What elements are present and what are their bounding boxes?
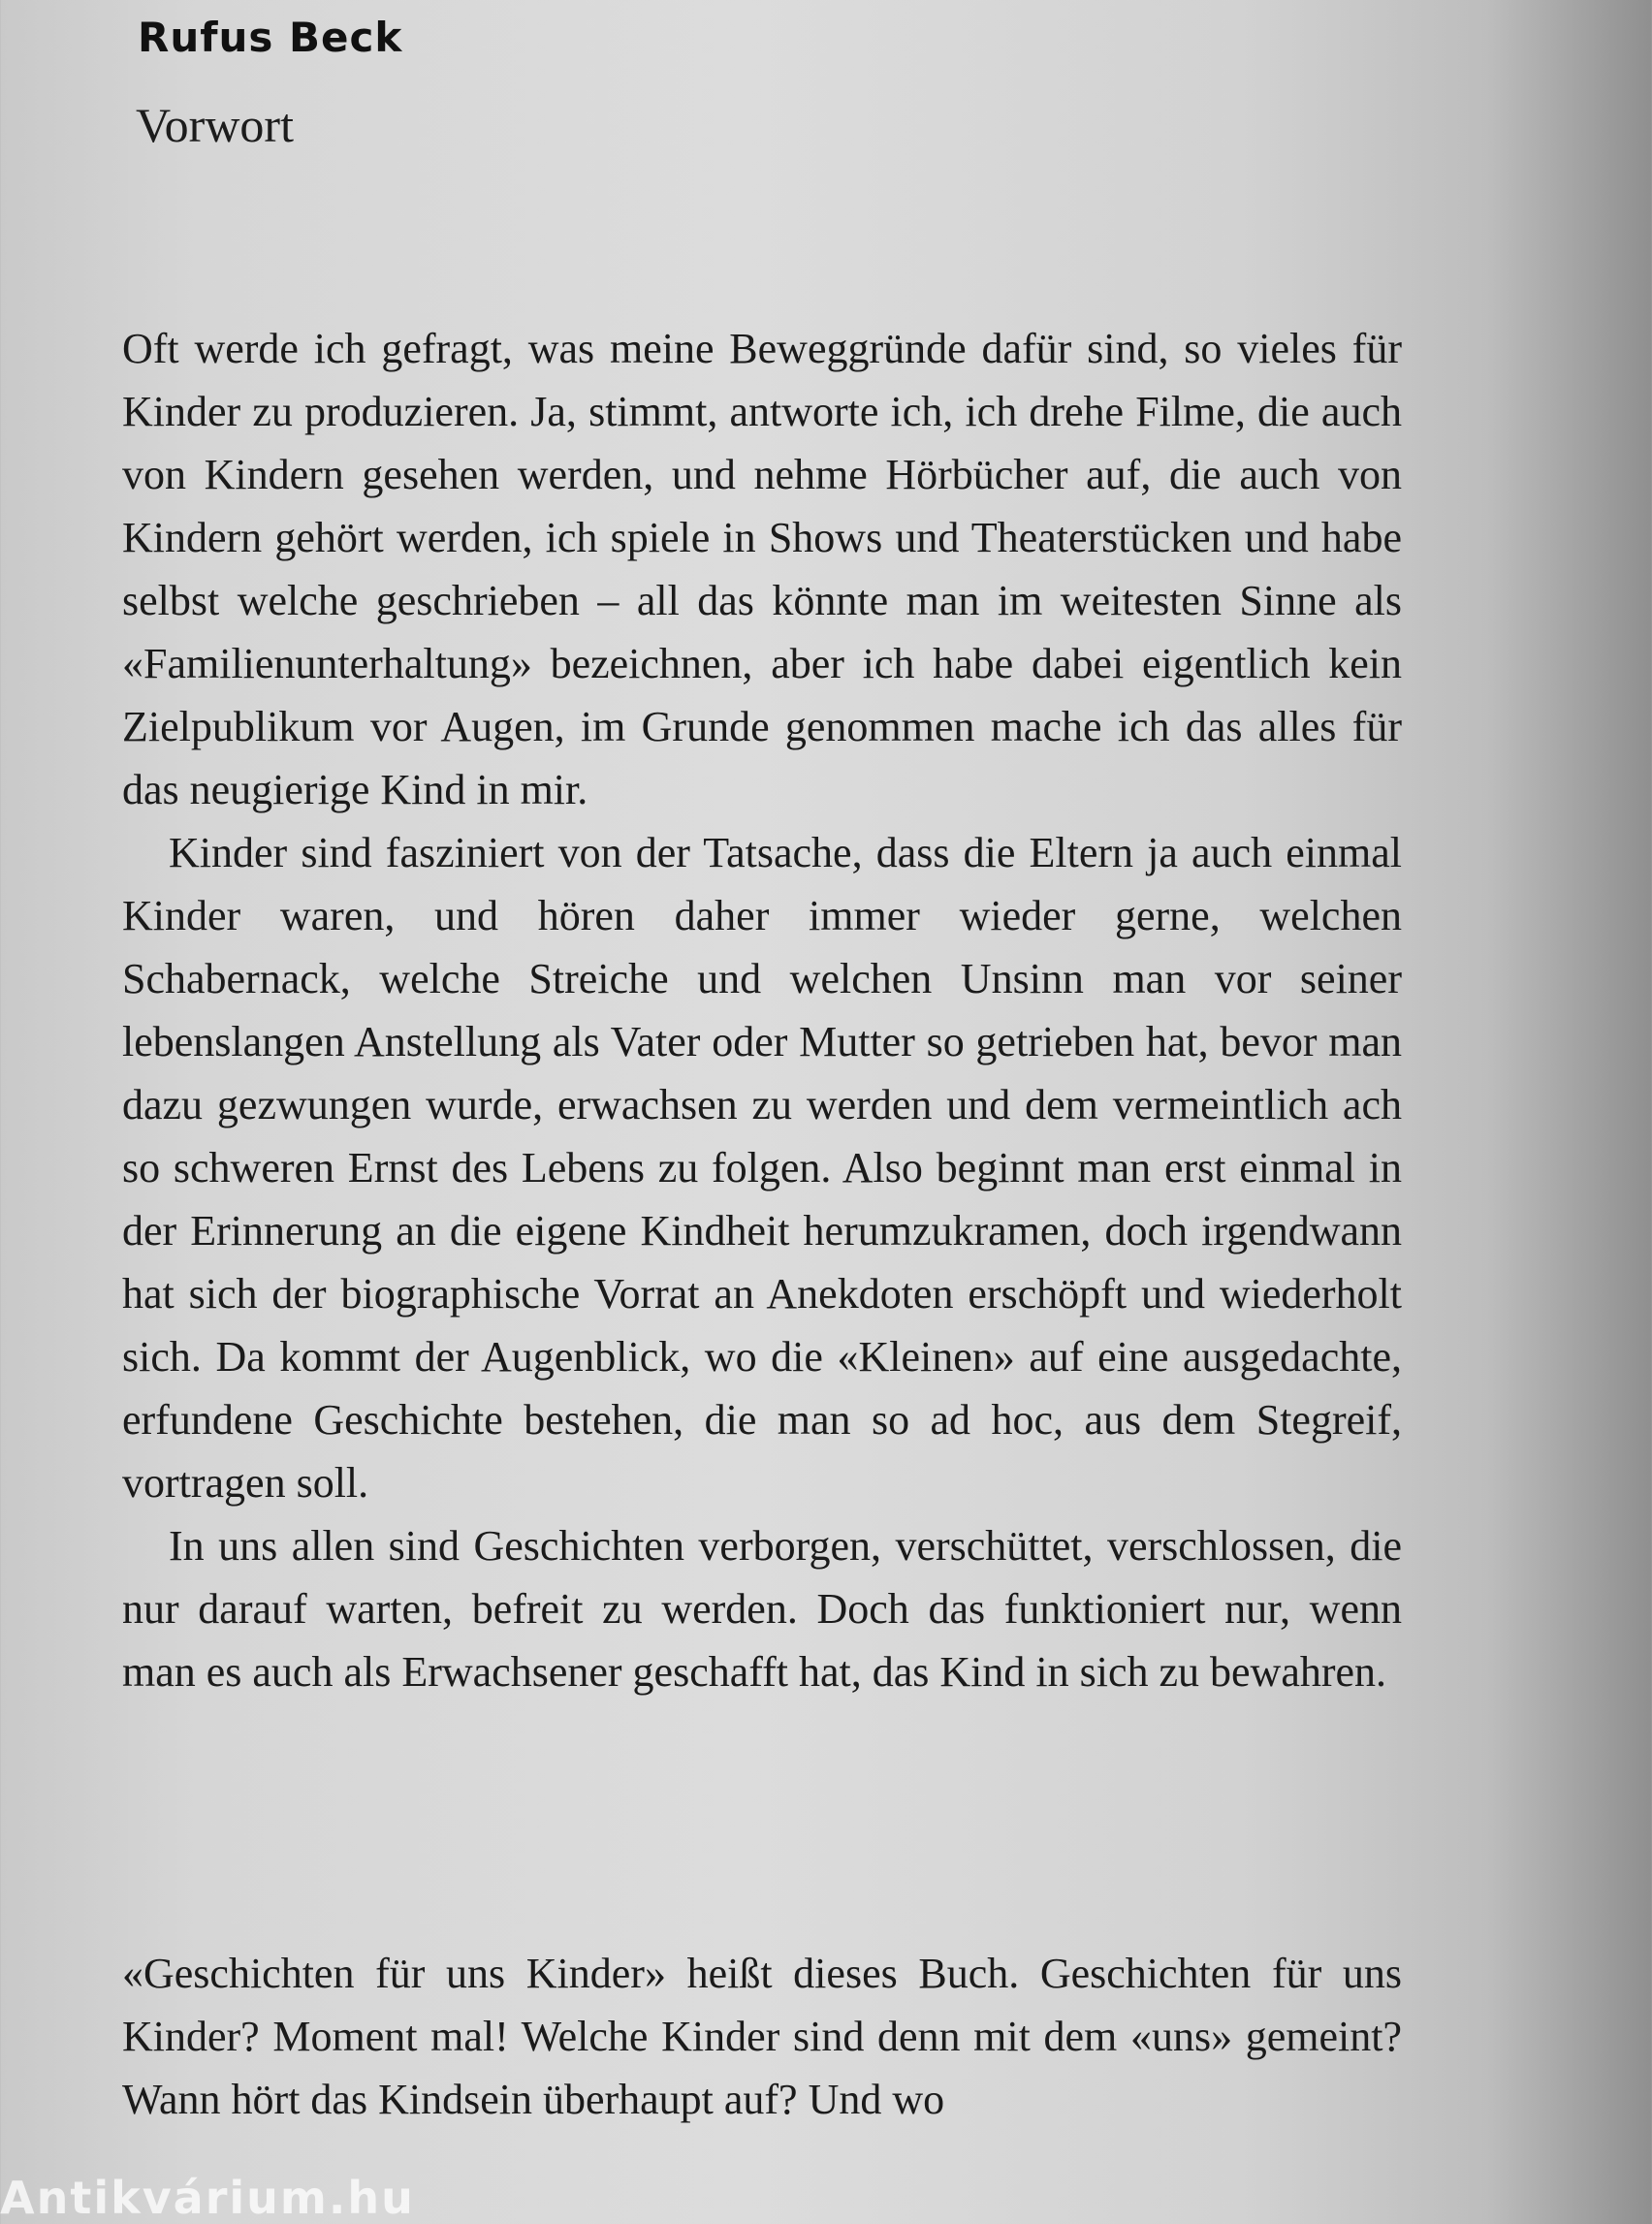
paragraph-1: Oft werde ich gefragt, was meine Beweggründe dafür sind, so vieles für Kinder zu produzieren. Ja, stimmt, antworte ich, ich drehe Filme, die auch von Kindern gesehen werden, und nehme Hörbücher auf, die auch von Kindern gehört werden, ich spiele in Shows und Theaterstücken und habe selbst welche geschrieben – all das könnte man im weitesten Sinne als «Familienunterhaltung» bezeichnen, aber ich habe dabei eigentlich kein Zielpublikum vor Augen, im Grunde genommen mache ich das alles für das neugierige Kind in mir. <box>122 325 1402 813</box>
paragraph-2: Kinder sind fasziniert von der Tatsache, dass die Eltern ja auch einmal Kinder waren, und hören daher immer wieder gerne, welchen Schabernack, welche Streiche und welchen Unsinn man vor seiner lebenslangen Anstellung als Vater oder Mutter so getrieben hat, bevor man dazu gezwungen wurde, erwachsen zu werden und dem vermeintlich ach so schweren Ernst des Lebens zu folgen. Also beginnt man erst einmal in der Erinnerung an die eigene Kindheit herumzukramen, doch irgendwann hat sich der biographische Vorrat an Anekdoten erschöpft und wiederholt sich. Da kommt der Augenblick, wo die «Kleinen» auf eine ausgedachte, erfundene Geschichte bestehen, die man so ad hoc, aus dem Stegreif, vortragen soll. <box>122 829 1402 1507</box>
paragraph-4: «Geschichten für uns Kinder» heißt dieses Buch. Geschichten für uns Kinder? Moment mal! Welche Kinder sind denn mit dem «uns» gemeint? Wann hört das Kindsein überhaupt auf? Und wo <box>122 1950 1402 2123</box>
chapter-title: Vorwort <box>136 98 294 152</box>
watermark: Antikvárium.hu <box>0 2172 415 2224</box>
body-text-section-2 <box>122 1942 1402 2131</box>
paragraph-3: In uns allen sind Geschichten verborgen, verschüttet, verschlossen, die nur darauf warten, befreit zu werden. Doch das funktioniert nur, wenn man es auch als Erwachsener geschafft hat, das Kind in sich zu bewahren. <box>122 1522 1402 1696</box>
author-name: Rufus Beck <box>138 14 403 61</box>
body-text-section-1 <box>122 317 1402 1703</box>
